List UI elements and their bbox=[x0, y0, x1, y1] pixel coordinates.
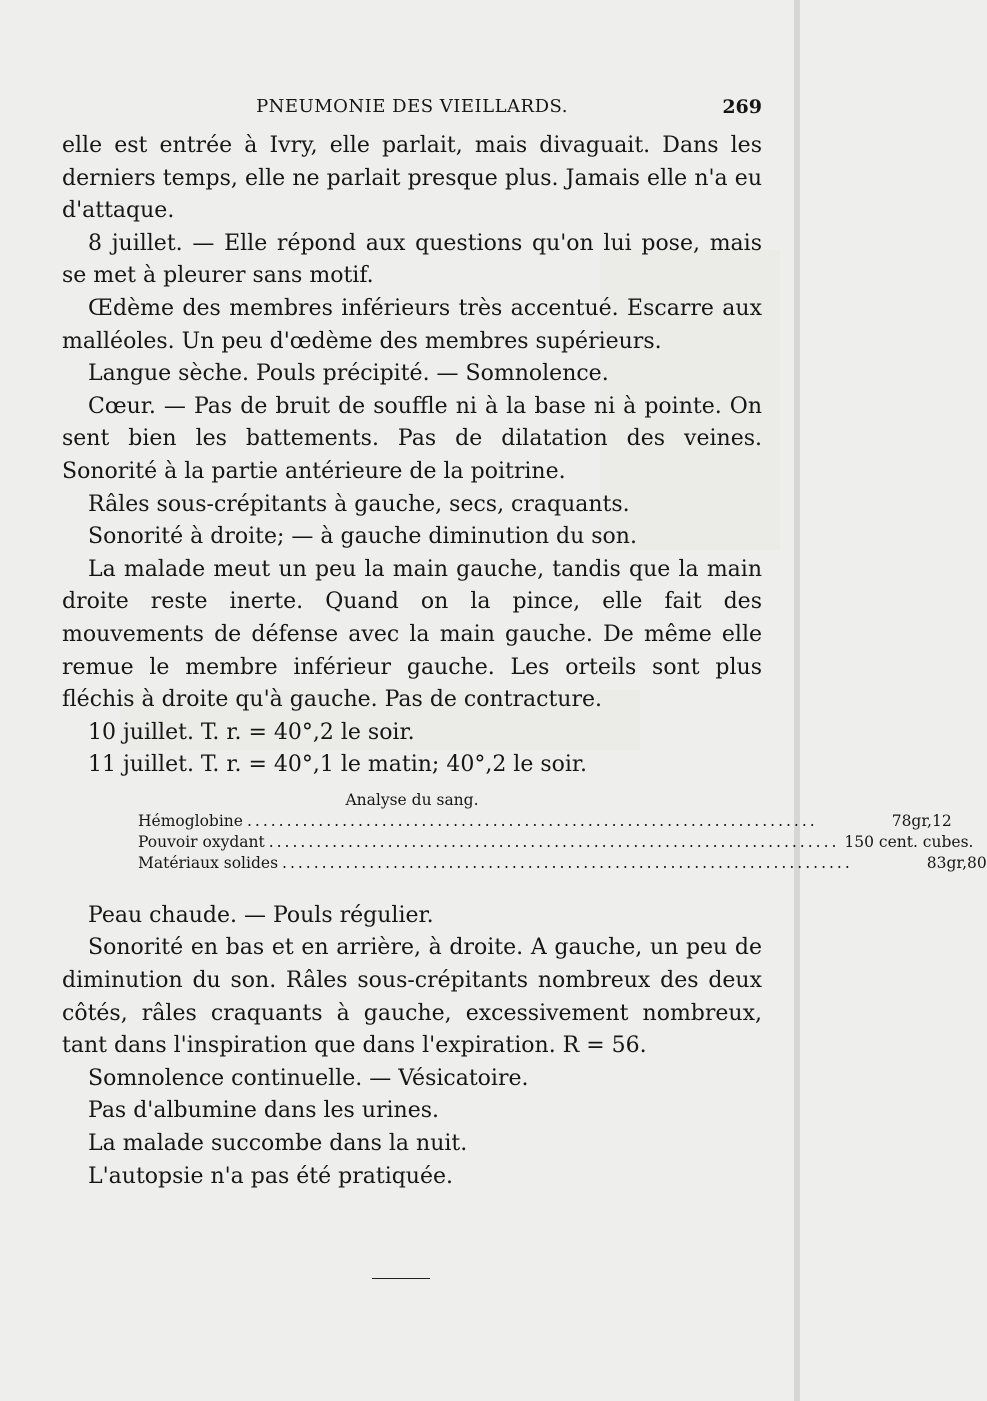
paragraph: Sonorité en bas et en arrière, à droite. A gauche, un peu de diminution du son. Râles sous-crépitants nombreux des deux côtés, râles craquants à gauche, excessivement nombreux, tant dans l'inspiration que dans l'expiration. R = 56. bbox=[62, 935, 762, 1059]
analysis-label: Pouvoir oxydant bbox=[138, 832, 265, 851]
page-edge bbox=[794, 0, 800, 1401]
analysis-row bbox=[62, 832, 974, 853]
analysis-value: 150 cent. cubes. bbox=[844, 832, 974, 851]
spacer bbox=[62, 874, 762, 900]
paragraph: Râles sous-crépitants à gauche, secs, craquants. bbox=[88, 491, 630, 517]
page-header bbox=[62, 96, 762, 126]
section-end-rule bbox=[372, 1278, 430, 1279]
paragraph: Somnolence continuelle. — Vésicatoire. bbox=[88, 1065, 529, 1091]
paragraph: 8 juillet. — Elle répond aux questions qu'on lui pose, mais se met à pleurer sans motif. bbox=[62, 230, 762, 289]
temperature-entry: 11 juillet. T. r. = 40°,1 le matin; 40°,2 le soir. bbox=[88, 752, 588, 778]
analysis-value: 83gr,80 bbox=[926, 853, 987, 872]
analysis-value: 78gr,12 bbox=[891, 811, 952, 830]
analysis-title: Analyse du sang. bbox=[345, 790, 479, 809]
paragraph: L'autopsie n'a pas été pratiquée. bbox=[88, 1163, 454, 1189]
paragraph: Peau chaude. — Pouls régulier. bbox=[88, 902, 434, 928]
page-number: 269 bbox=[722, 96, 762, 118]
blood-analysis-table bbox=[62, 790, 987, 874]
dot-leader: ........................................................................ bbox=[282, 853, 853, 872]
dot-leader: ........................................................................ bbox=[246, 811, 818, 830]
analysis-label: Hémoglobine bbox=[138, 811, 243, 830]
paragraph: Sonorité à droite; — à gauche diminution du son. bbox=[88, 524, 637, 550]
paragraph: La malade succombe dans la nuit. bbox=[88, 1131, 468, 1157]
analysis-row bbox=[62, 853, 987, 874]
temperature-entry: 10 juillet. T. r. = 40°,2 le soir. bbox=[88, 719, 415, 745]
analysis-row bbox=[62, 811, 952, 832]
paragraph: Œdème des membres inférieurs très accentué. Escarre aux malléoles. Un peu d'œdème des membres supérieurs. bbox=[62, 295, 762, 354]
paragraph: Cœur. — Pas de bruit de souffle ni à la base ni à pointe. On sent bien les battements. Pas de dilatation des veines. Sonorité à la partie antérieure de la poitrine. bbox=[62, 393, 762, 484]
dot-leader: ........................................................................ bbox=[268, 832, 840, 851]
paragraph: La malade meut un peu la main gauche, tandis que la main droite reste inerte. Quand on la pince, elle fait des mouvements de défense avec la main gauche. De même elle remue le membre inférieur gauche. Les orteils sont plus fléchis à droite qu'à gauche. Pas de contracture. bbox=[62, 556, 762, 713]
paragraph: Pas d'albumine dans les urines. bbox=[88, 1098, 440, 1124]
running-title: PNEUMONIE DES VIEILLARDS. bbox=[256, 96, 568, 117]
paragraph: Langue sèche. Pouls précipité. — Somnolence. bbox=[88, 361, 609, 387]
analysis-label: Matériaux solides bbox=[138, 853, 279, 872]
page-body bbox=[62, 130, 987, 1193]
paragraph: elle est entrée à Ivry, elle parlait, mais divaguait. Dans les derniers temps, elle ne parlait presque plus. Jamais elle n'a eu d'attaque. bbox=[62, 133, 762, 224]
